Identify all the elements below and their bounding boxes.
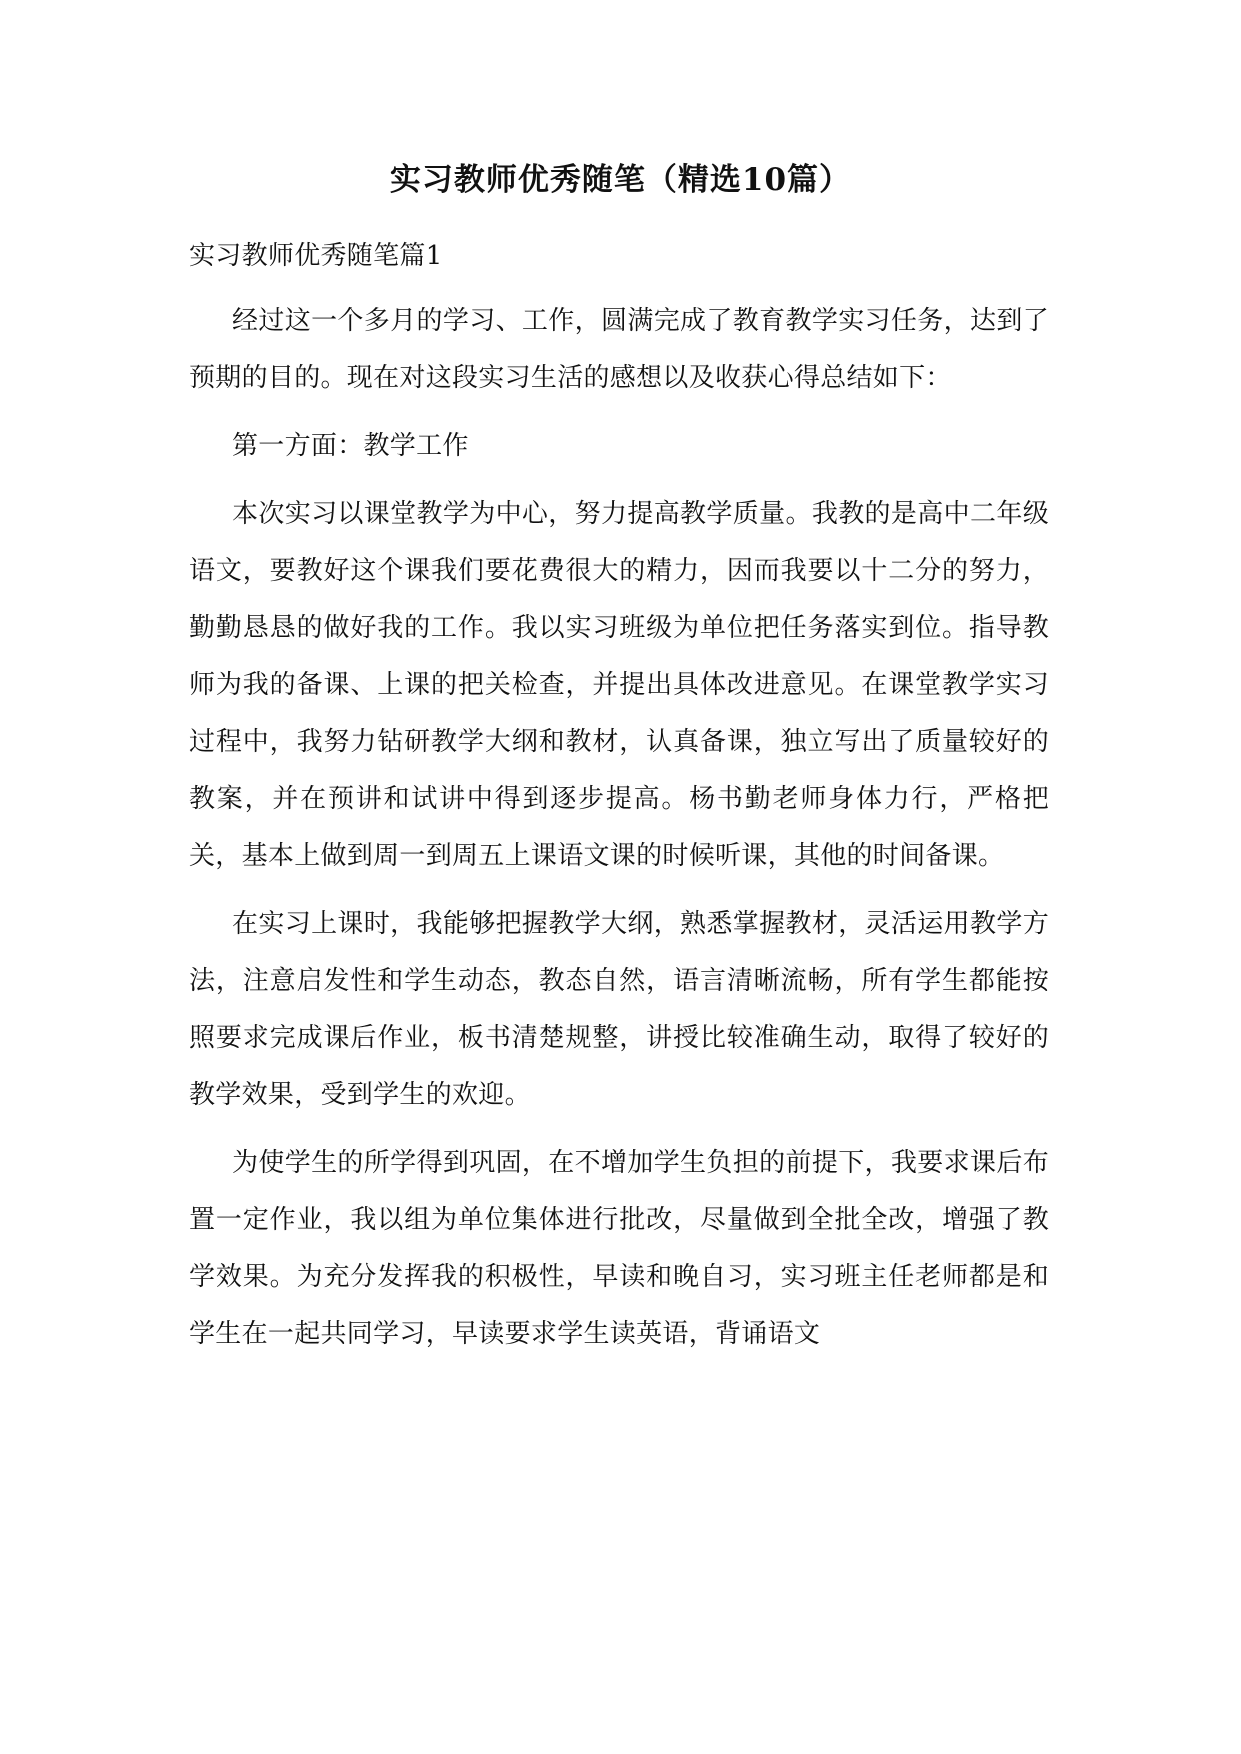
paragraph: 经过这一个多月的学习、工作，圆满完成了教育教学实习任务，达到了预期的目的。现在对这段实习生活的感想以及收获心得总结如下： — [189, 306, 1049, 393]
document-title: 实习教师优秀随笔（精选10篇） — [389, 162, 852, 198]
paragraph: 在实习上课时，我能够把握教学大纲，熟悉掌握教材，灵活运用教学方法，注意启发性和学生动态，教态自然，语言清晰流畅，所有学生都能按照要求完成课后作业，板书清楚规整，讲授比较准确生动，取得了较好的教学效果，受到学生的欢迎。 — [189, 909, 1049, 1110]
paragraph-heading: 第一方面：教学工作 — [232, 431, 469, 461]
document-body — [189, 228, 1049, 1374]
section-heading: 实习教师优秀随笔篇1 — [189, 241, 443, 271]
paragraph: 本次实习以课堂教学为中心，努力提高教学质量。我教的是高中二年级语文，要教好这个课我们要花费很大的精力，因而我要以十二分的努力，勤勤恳恳的做好我的工作。我以实习班级为单位把任务落实到位。指导教师为我的备课、上课的把关检查，并提出具体改进意见。在课堂教学实习过程中，我努力钻研教学大纲和教材，认真备课，独立写出了质量较好的教案，并在预讲和试讲中得到逐步提高。杨书勤老师身体力行，严格把关，基本上做到周一到周五上课语文课的时候听课，其他的时间备课。 — [189, 499, 1049, 871]
paragraph: 为使学生的所学得到巩固，在不增加学生负担的前提下，我要求课后布置一定作业，我以组为单位集体进行批改，尽量做到全批全改，增强了教学效果。为充分发挥我的积极性，早读和晚自习，实习班主任老师都是和学生在一起共同学习，早读要求学生读英语，背诵语文 — [189, 1148, 1049, 1349]
